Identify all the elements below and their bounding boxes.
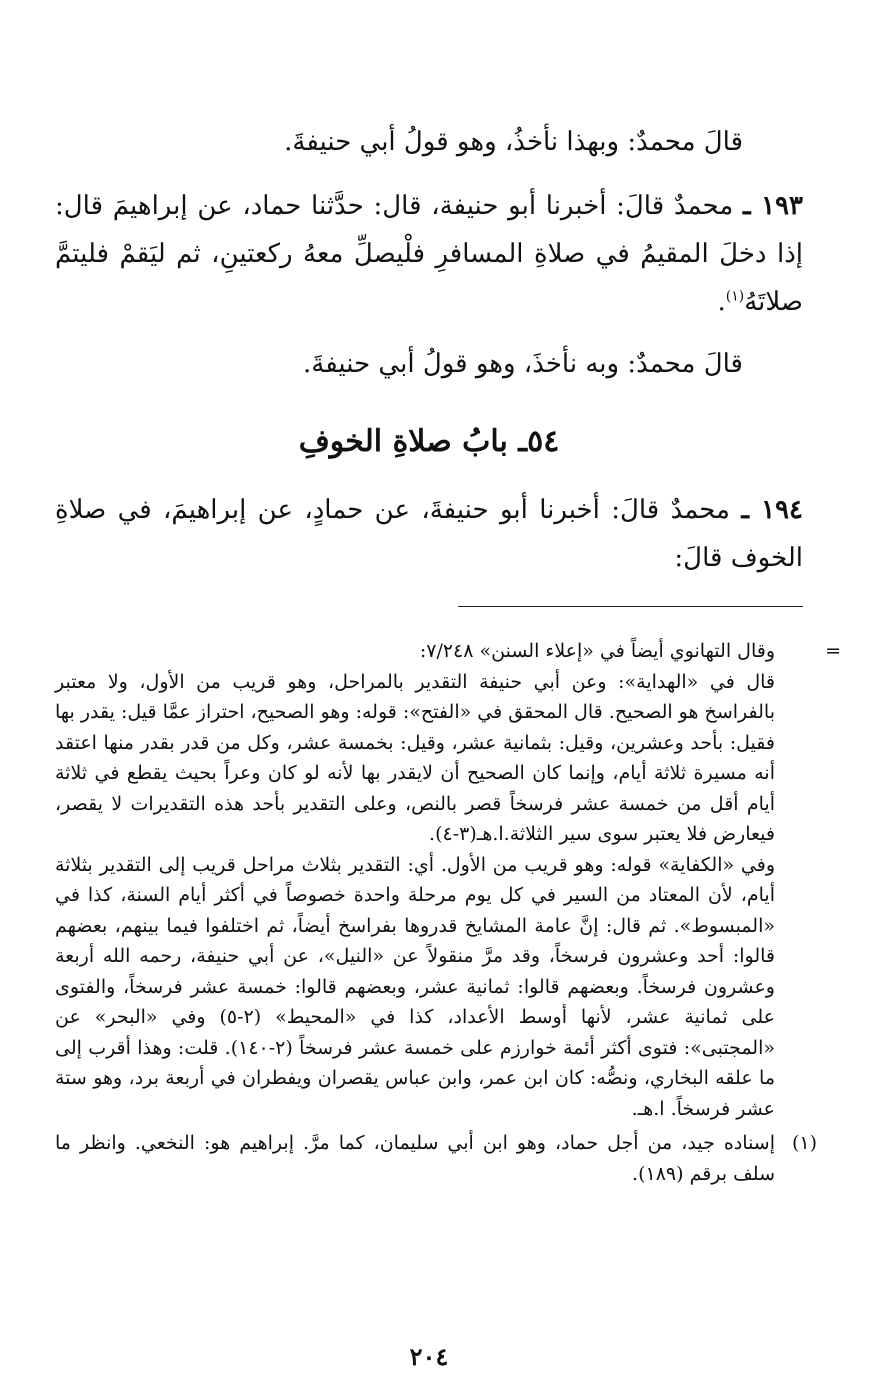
- footnote-1: [55, 1128, 817, 1189]
- hadith-text: محمدٌ قالَ: أخبرنا أبو حنيفة، قال: حدَّثنا حماد، عن إبراهيمَ قال: إذا دخلَ المقيمُ في صلاةِ المسافرِ فلْيصلِّ معهُ ركعتينِ، ثم ليَقمْ فليتمَّ صلاتَهُ: [55, 191, 803, 317]
- footnote-continuation: [55, 636, 841, 667]
- footnote-separator: [458, 606, 803, 607]
- paragraph-1: قالَ محمدٌ: وبهذا نأخذُ، وهو قولُ أبي حنيفةَ.: [284, 127, 743, 157]
- continuation-line: وقال التهانوي أيضاً في «إعلاء السنن» ٧/٢٤٨:: [419, 640, 775, 662]
- hadith-number: ١٩٣ ـ: [742, 191, 803, 221]
- footnote-paragraph: وفي «الكفاية» قوله: وهو قريب من الأول. أي: التقدير بثلاث مراحل قريب إلى التقدير بثلاثة أيام، لأن المعتاد من السير في كل يوم مرحلة واحدة خصوصاً في أكثر أيام السنة، كذا في «المبسوط». ثم قال: إنَّ عامة المشايخ قدروها بفراسخ أيضاً، ثم اختلفوا فيما بينهم، بعضهم قالوا: أحد وعشرون فرسخاً، وقد مرَّ منقولاً عن «النيل»، عن أبي حنيفة، رحمه الله أربعة وعشرون فرسخاً. وبعضهم قالوا: ثمانية عشر، وبعضهم قالوا: خمسة عشر فرسخاً، والفتوى على ثمانية عشر، لأنها أوسط الأعداد، كذا في «المحيط» (٢-٥) وفي «البحر» عن «المجتبى»: فتوى أكثر أئمة خوارزم على خمسة عشر فرسخاً (٢-١٤٠). قلت: وهذا أقرب إلى ما علقه البخاري، ونصُّه: كان ابن عمر، وابن عباس يقصران ويفطران في أربعة برد، وهو ستة عشر فرسخاً. ا.هـ.: [55, 853, 775, 1120]
- main-text: [55, 118, 803, 582]
- book-page: [55, 0, 841, 1387]
- hadith-194: [55, 486, 803, 582]
- hadith-number: ١٩٤ ـ: [741, 495, 803, 525]
- hadith-193: [55, 182, 803, 326]
- chapter-title: ٥٤ـ بابُ صلاةِ الخوفِ: [298, 424, 560, 459]
- page-number: ٢٠٤: [409, 1342, 449, 1371]
- hadith-text: محمدٌ قالَ: أخبرنا أبو حنيفةَ، عن حمادٍ، عن إبراهيمَ، في صلاةِ الخوف قالَ:: [55, 495, 803, 573]
- footnote-text: إسناده جيد، من أجل حماد، وهو ابن أبي سليمان، كما مرَّ. إبراهيم هو: النخعي. وانظر ما سلف برقم (١٨٩).: [55, 1132, 776, 1185]
- footnote-marker: (١): [791, 1132, 817, 1154]
- footnote-paragraph: قال في «الهداية»: وعن أبي حنيفة التقدير بالمراحل، وهو قريب من الأول، ولا معتبر بالفراسخ هو الصحيح. قال المحقق في «الفتح»: قوله: وهو الصحيح، احتراز عمَّا قيل: يقدر بها فقيل: بأحد وعشرين، وقيل: بثمانية عشر، وقيل: بخمسة عشر، وكل من قدر بقدر منها اعتقد أنه مسيرة ثلاثة أيام، وإنما كان الصحيح أن لايقدر بها لأنه لو كان وعراً بحيث يقطع في ثلاثة أيام أقل من خمسة عشر فرسخاً قصر بالنص، وعلى التقدير بأحد هذه التقديرات لا يقصر، فيعارض فلا يعتبر سوى سير الثلاثة.ا.هـ(٣-٤).: [55, 670, 775, 845]
- hadith-end: .: [717, 287, 726, 317]
- continuation-marker: =: [825, 640, 841, 662]
- footnotes: [55, 636, 841, 1189]
- footnote-ref: (١): [725, 288, 745, 305]
- paragraph-3: قالَ محمدٌ: وبه نأخذَ، وهو قولُ أبي حنيفةَ.: [303, 349, 743, 379]
